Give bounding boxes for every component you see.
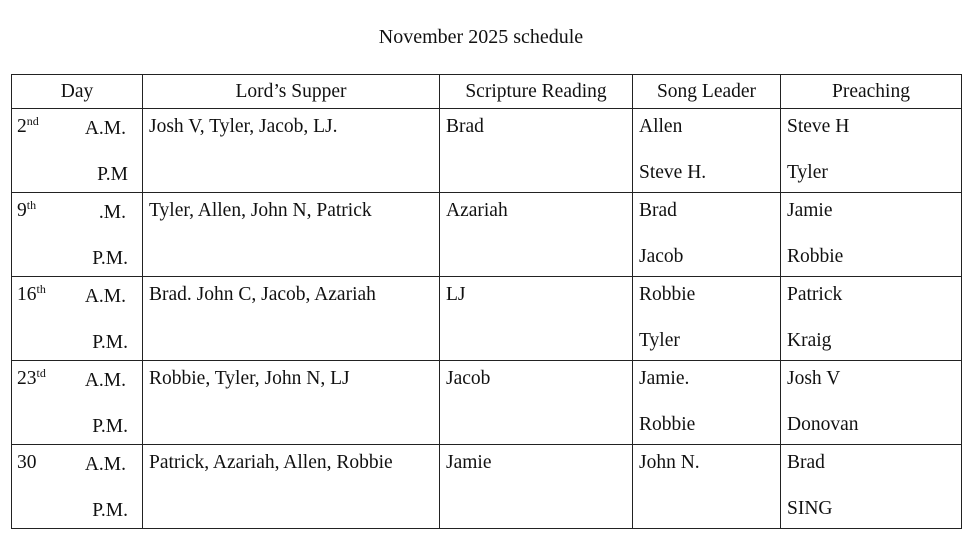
lords-supper-cell: Tyler, Allen, John N, Patrick — [143, 193, 440, 277]
preaching-am: Patrick — [787, 284, 843, 305]
column-header-song-leader: Song Leader — [633, 75, 781, 109]
day-number: 16th — [17, 282, 46, 305]
song-leader-pm: Steve H. — [639, 162, 707, 183]
table-row — [12, 277, 962, 361]
preaching-cell — [781, 445, 962, 529]
scripture-reading-cell: LJ — [440, 277, 633, 361]
scripture-reading-cell: Jamie — [440, 445, 633, 529]
day-number: 2nd — [17, 114, 39, 137]
column-header-lords-supper: Lord’s Supper — [143, 75, 440, 109]
table-row — [12, 193, 962, 277]
am-label: A.M. — [84, 454, 126, 475]
day-cell — [12, 193, 143, 277]
lords-supper-cell: Brad. John C, Jacob, Azariah — [143, 277, 440, 361]
table-row — [12, 445, 962, 529]
song-leader-cell — [633, 445, 781, 529]
song-leader-cell — [633, 193, 781, 277]
column-header-day: Day — [12, 75, 143, 109]
preaching-cell — [781, 193, 962, 277]
preaching-cell — [781, 109, 962, 193]
song-leader-am: John N. — [639, 452, 700, 473]
day-cell — [12, 109, 143, 193]
am-label: A.M. — [84, 118, 126, 139]
preaching-pm: SING — [787, 498, 833, 519]
pm-label: P.M. — [92, 248, 128, 269]
song-leader-am: Jamie. — [639, 368, 690, 389]
column-header-preaching: Preaching — [781, 75, 962, 109]
day-number: $23^{td}$ — [17, 366, 46, 389]
preaching-am: Brad — [787, 452, 825, 473]
header-row — [12, 75, 962, 109]
song-leader-cell — [633, 109, 781, 193]
page-title: November 2025 schedule — [378, 26, 584, 48]
day-number: 30 — [17, 452, 37, 473]
scripture-reading-cell: Azariah — [440, 193, 633, 277]
preaching-cell — [781, 361, 962, 445]
lords-supper-cell: Patrick, Azariah, Allen, Robbie — [143, 445, 440, 529]
song-leader-pm: Robbie — [639, 414, 696, 435]
scripture-reading-cell: Jacob — [440, 361, 633, 445]
pm-label: P.M. — [92, 416, 128, 437]
song-leader-cell — [633, 277, 781, 361]
day-suffix: th — [36, 282, 46, 296]
day-suffix: th — [26, 198, 37, 212]
day-cell — [12, 445, 143, 529]
pm-label: P.M — [97, 164, 128, 185]
am-label: A.M. — [84, 286, 126, 307]
preaching-am: Jamie — [787, 200, 833, 221]
song-leader-pm: Jacob — [639, 246, 684, 267]
scripture-reading-cell: Brad — [440, 109, 633, 193]
song-leader-am: Robbie — [639, 284, 696, 305]
preaching-cell — [781, 277, 962, 361]
preaching-pm: Robbie — [787, 246, 844, 267]
preaching-am: Josh V — [787, 368, 841, 389]
day-cell — [12, 277, 143, 361]
song-leader-am: Allen — [639, 116, 683, 137]
lords-supper-cell: Josh V, Tyler, Jacob, LJ. — [143, 109, 440, 193]
schedule-table — [11, 74, 962, 529]
am-label: A.M. — [84, 370, 126, 391]
preaching-am: Steve H — [787, 116, 850, 137]
song-leader-am: Brad — [639, 200, 677, 221]
table-row — [12, 361, 962, 445]
am-label: .M. — [98, 202, 126, 223]
preaching-pm: Donovan — [787, 414, 859, 435]
song-leader-pm: Tyler — [639, 330, 680, 351]
day-number: 9th — [17, 198, 37, 221]
preaching-pm: Kraig — [787, 330, 832, 351]
lords-supper-cell: Robbie, Tyler, John N, LJ — [143, 361, 440, 445]
column-header-scripture-reading: Scripture Reading — [440, 75, 633, 109]
table-row — [12, 109, 962, 193]
pm-label: P.M. — [92, 500, 128, 521]
day-suffix: nd — [26, 114, 39, 128]
pm-label: P.M. — [92, 332, 128, 353]
day-suffix: td — [36, 366, 46, 380]
song-leader-cell — [633, 361, 781, 445]
preaching-pm: Tyler — [787, 162, 828, 183]
day-cell — [12, 361, 143, 445]
